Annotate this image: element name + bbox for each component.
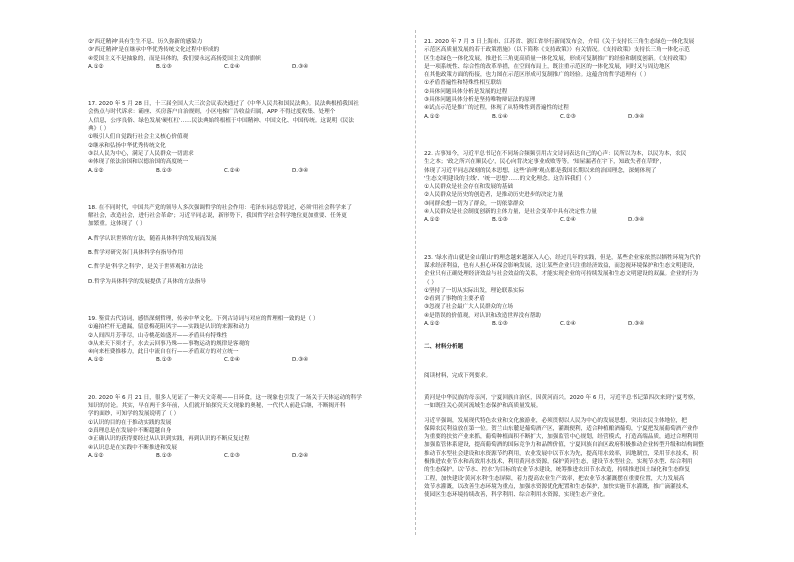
q19-option-a[interactable]: A.①② <box>88 357 104 364</box>
q23-options <box>424 320 764 328</box>
passage-line-12: 使园区生态环境持续改善，科学利用、综合利用水资源，实现生态产业化。 <box>424 492 609 499</box>
q18-stem-1: 18. 在不同时代，中国共产党的领导人多次强调哲学的社会作用：毛泽东同志曾说过，必须'用社会科学来了 <box>88 204 352 211</box>
right-column <box>424 38 764 514</box>
q23-option-b[interactable]: B.①③ <box>492 321 508 328</box>
q17-stem-3: 人信息，公序良俗、绿色发展'硬杠杠'……民法典始终根植于中国精神、中国文化、中国传统。这说明《民法 <box>88 117 354 124</box>
q16-option-c[interactable]: C.②④ <box>224 63 240 70</box>
q23-option-d[interactable]: D.③④ <box>628 321 645 328</box>
q18-stem-2: 解社会，改造社会，进行社会革命'；习近平同志说，新形势下，我国哲学社会科学地位更加重要、任务更 <box>88 213 347 220</box>
q23-item-2: ②看到了事物的主要矛盾 <box>424 296 485 303</box>
q22-item-4: ④人民群众是社会制度创新的主体力量，是社会变革中具有决定性力量 <box>424 209 597 216</box>
q20-options <box>88 452 406 460</box>
q18-choice-a[interactable]: A.哲学认识世界的方法，随着具体科学的发展而发展 <box>88 235 217 242</box>
q16-options <box>88 63 406 71</box>
material-passage <box>424 394 764 500</box>
question-20 <box>88 394 406 460</box>
q23-stem-3: 企业只有正确处理经济效益与社会效益的关系，才能实现企业的可持续发展和生态文明建设的双赢。企业的行为 <box>424 271 699 278</box>
q23-stem-1: 23. '绿水青山就是金山银山'的理念越来越深入人心，经过几年的实践，但是，某些企业家依然以牺牲环境为代价 <box>424 254 701 261</box>
q21-item-4: ④试点示范是推广的过程，体现了从特殊性到普遍性的过程 <box>424 105 569 112</box>
q21-stem-4: 是一项系统性、综合性的改革举措，在空间布局上，既注重示范区的一体化发展，同时又与周边地区 <box>424 63 671 70</box>
q17-option-d[interactable]: D.③④ <box>292 167 309 174</box>
q20-stem-2: 知识的讨论。其实，早在两千多年前，人们就开始探究天文现象的奥秘，一代代人前赴后继，不断揭开科 <box>88 403 346 410</box>
q20-item-3: ③正确认识的获得要经过从认识到实践，再到认识的不断反复过程 <box>88 436 250 443</box>
passage-line-6: 加强监管体系建设，提高葡萄酒的国际竞争力和品牌价值，宁夏回族自治区政府积极推动企业转型升级和结构调整 <box>424 442 704 449</box>
question-17 <box>88 100 406 175</box>
q21-option-c[interactable]: C.②③ <box>560 113 576 120</box>
q23-stem-2: 谋求经济利益，也有人担心环保会影响发展，这让某些企业只注重经济效益，而忽视环境保护和生态文明建设， <box>424 262 699 269</box>
q21-option-a[interactable]: A.①② <box>424 113 440 120</box>
q20-item-1: ①认识的目的在于推动实践的发展 <box>88 419 172 426</box>
q20-option-d[interactable]: D.②④ <box>292 452 309 459</box>
question-19 <box>88 315 406 365</box>
q20-item-4: ④认识总是在实践中不断推进和发展 <box>88 444 177 451</box>
passage-line-1: 黄河是中华民族的母亲河，宁夏回族自治区，因黄河而兴。2020 年 6 月，习近平总书记第四次来到宁夏考察， <box>424 394 699 401</box>
q21-options <box>424 113 764 121</box>
q22-item-2: ②人民群众是历史的创造者，是推动历史进步的决定力量 <box>424 192 564 199</box>
q23-option-c[interactable]: C.②④ <box>560 321 576 328</box>
q18-choice-b[interactable]: B.哲学对研究各门具体科学有指导作用 <box>88 250 184 257</box>
q23-stem-4: （ ） <box>424 279 437 286</box>
q18-stem-3: 加繁重。这体现了（ ） <box>88 221 146 228</box>
q22-option-b[interactable]: B.①③ <box>492 217 508 224</box>
question-23 <box>424 254 764 329</box>
q19-option-b[interactable]: B.①③ <box>156 357 172 364</box>
q16-item-2: ②'西迁精神'具有生生不息、历久弥新的感染力 <box>88 39 203 45</box>
q19-options <box>88 356 406 364</box>
q20-item-2: ②真理总是在发展中不断超越自身 <box>88 427 172 434</box>
q17-stem-2: 会热点与时代诉求：霸座、买房落户自治规则，小区电梯广告收益归属，APP 不得过度收集、处理个 <box>88 109 336 116</box>
q21-stem-5: 在其他政策方面的衔接，也力图在示范区形成可复制推广的经验。这蕴含的哲学道理有（ ） <box>424 72 650 79</box>
q17-item-1: ①吸引人们自觉践行社会主义核心价值观 <box>88 134 189 141</box>
passage-line-9: 的生态保护。以'节水、控水'为目标的农业节水建设，统筹推进农田节水改造，持续推进国土绿化和生态修复 <box>424 467 690 474</box>
q16-option-a[interactable]: A.①② <box>88 63 104 70</box>
q20-option-a[interactable]: A.①② <box>88 452 104 459</box>
q17-options <box>88 167 406 175</box>
q19-item-4: ④向来枉费推移力，此日中流自在行——矛盾双方的对立统一 <box>88 349 239 356</box>
q17-item-2: ②继承和弘扬中华优秀传统文化 <box>88 142 166 149</box>
passage-line-5: 为重要的扶贫产业来抓，葡萄种植面积不断扩大，加强监管中心规划，经营模式，打造高端品质，通过合理利用 <box>424 434 699 441</box>
q17-item-3: ③以人民为中心，满足了人民群众一切需求 <box>88 150 194 157</box>
passage-line-11: 效节水灌溉，以改善生态环境为重点，加强水资源优化配置和生态保护，加快实施节水灌溉，推广滴灌技术， <box>424 483 693 490</box>
q22-stem-1: 22. 古事知今，习近平总书记在不同场合频频引用古文诗词表达自己的心声：民所以为本，以民为本，农民 <box>424 150 687 157</box>
q20-stem-3: 学的面纱，可知学的发展说明了（ ） <box>88 411 180 418</box>
q21-option-d[interactable]: D.③④ <box>628 113 645 120</box>
q21-stem-2: 示范区高质量发展的若干政策措施》（以下简称《支持政策》）有关情况。《支持政策》支持长三角一体化示范 <box>424 47 690 54</box>
q21-stem-1: 21. 2020 年 7 月 3 日上海市、江苏省、浙江省举行新闻发布会，介绍《关于支持长三角生态绿色一体化发展 <box>424 39 695 45</box>
q23-item-4: ④是错误的价值观，对认识和改造世界没有帮助 <box>424 312 541 319</box>
section-2-intro: 阅读材料，完成下列要求。 <box>424 372 492 379</box>
q22-options <box>424 216 764 224</box>
passage-line-8: 极推进农业节水和高效用水技术，利用黄河水资源，保护黄河生态，建设节水型社会，实现节水型、综合利用 <box>424 458 693 465</box>
q22-option-a[interactable]: A.①② <box>424 217 440 224</box>
q20-option-b[interactable]: B.①③ <box>156 452 172 459</box>
column-divider <box>415 30 416 535</box>
question-21 <box>424 38 764 121</box>
q19-item-1: ①遍拍栏杆无遗漏，留意梅花阻风宇——实践是认识的来源和动力 <box>88 324 250 331</box>
q22-item-3: ③同群众想一切为了群众，一切依靠群众 <box>424 200 525 207</box>
question-16-tail <box>88 38 406 71</box>
passage-line-3: 习近平强调，发展现代特色农业和文化旅游业，必须贯彻以人民为中心的发展思想，突出农民主体地位，把 <box>424 417 687 424</box>
q19-option-c[interactable]: C.②④ <box>224 357 240 364</box>
q22-stem-2: 生之本；'政之所兴在顺民心'，民心向背决定事业成败等等。'知屋漏者在宇下，知政失者在草野'， <box>424 159 666 166</box>
q16-item-4: ④爱国主义不是抽象的，而是具体的，我们要永远高扬爱国主义的旗帜 <box>88 55 261 62</box>
q17-item-4: ④体现了依法治国和以德治国的高度统一 <box>88 159 189 166</box>
q18-choice-d[interactable]: D.哲学为具体科学的发展提供了具体的方法指导 <box>88 278 206 285</box>
section-2-title: 二、材料分析题 <box>424 344 464 351</box>
q22-item-1: ①人民群众是社会存在和发展的基础 <box>424 184 513 191</box>
passage-line-4: 保障农民利益放在第一位。贺兰山东麓是葡萄酒产区，灌溉便利，适合种植酿酒葡萄，宁夏把发展葡萄酒产业作 <box>424 425 699 432</box>
q17-option-c[interactable]: C.②④ <box>224 167 240 174</box>
q19-stem: 19. 鉴赏古代诗词，感悟深刻哲理，传承中华文化。下列古诗词与对应的哲理相一致的是（ ） <box>88 315 319 322</box>
left-column <box>88 38 406 475</box>
q19-item-2: ②人间四月芳菲尽，山寺桃花始盛开——矛盾具有特殊性 <box>88 332 228 339</box>
q22-stem-4: '生态文明建设的主线'、'统一思想'……的文化理念。这告诉我们（ ） <box>424 175 595 182</box>
q17-option-b[interactable]: B.①③ <box>156 167 172 174</box>
passage-line-10: 工程，加快建设'黄河水利'生态屏障，着力提高农业生产效率，把农业节水灌溉摆在重要位置，大力发展高 <box>424 475 685 482</box>
q20-stem-1: 20. 2020 年 6 月 21 日，很多人见证了一种天文奇观——日环食，这一现象也引发了一场关于天体运动的科学 <box>88 394 362 401</box>
q22-option-c[interactable]: C.②④ <box>560 217 576 224</box>
question-22 <box>424 150 764 225</box>
q17-stem-4: 典》（ ） <box>88 126 110 133</box>
q16-option-b[interactable]: B.①③ <box>156 63 172 70</box>
q21-item-2: ②具体问题具体分析是发展的过程 <box>424 88 508 95</box>
question-18 <box>88 204 406 286</box>
q21-stem-3: 区生态绿色一体化发展，推进长三角更高质量一体化发展，形成可复制推广的经验和制度创新。《支持政策》 <box>424 55 690 62</box>
q16-option-d[interactable]: D.③④ <box>292 63 309 70</box>
q22-stem-3: 体现了习近平同志深刻的民本思想，这些'治理'观点都是我国长期以来的治国理念，深刻体现了 <box>424 167 657 174</box>
q21-item-1: ①矛盾普遍性和特殊性相互联结 <box>424 80 502 87</box>
q17-option-a[interactable]: A.①② <box>88 167 104 174</box>
q23-option-a[interactable]: A.①② <box>424 321 440 328</box>
q19-option-d[interactable]: D.③④ <box>292 357 309 364</box>
q17-stem-1: 17. 2020 年 5 月 28 日，十三届全国人大三次会议表决通过了《中华人民共和国民法典》。民法典根植我国社 <box>88 101 360 108</box>
q16-item-3: ③'西迁精神'是在继承中华优秀传统文化过程中形成的 <box>88 47 220 54</box>
passage-line-2: 一如既往关心黄河流域生态保护和高质量发展。 <box>424 403 542 410</box>
passage-line-7: 推动节水型社会建设和水资源节约利用，农业发展中以节水为先，提高用水效率，因地制宜，采用节水技术，积 <box>424 450 699 457</box>
q20-option-c[interactable]: C.②③ <box>224 452 240 459</box>
q23-item-3: ③忽视了社会最广大人民群众的立场 <box>424 304 513 311</box>
q22-option-d[interactable]: D.③④ <box>628 217 645 224</box>
q18-choice-c[interactable]: C.哲学是'科学之科学'，是关于世界观和方法论 <box>88 264 204 271</box>
q21-option-b[interactable]: B.①④ <box>492 113 508 120</box>
q19-item-3: ③从来天下须才子，水去云回事乃殊——事物运动的规律是客观的 <box>88 340 250 347</box>
q23-item-1: ①坚持了一切从实际出发，理论联系实际 <box>424 287 525 294</box>
q21-item-3: ③具体问题具体分析是坚持唯物辩证法的原理 <box>424 97 536 104</box>
